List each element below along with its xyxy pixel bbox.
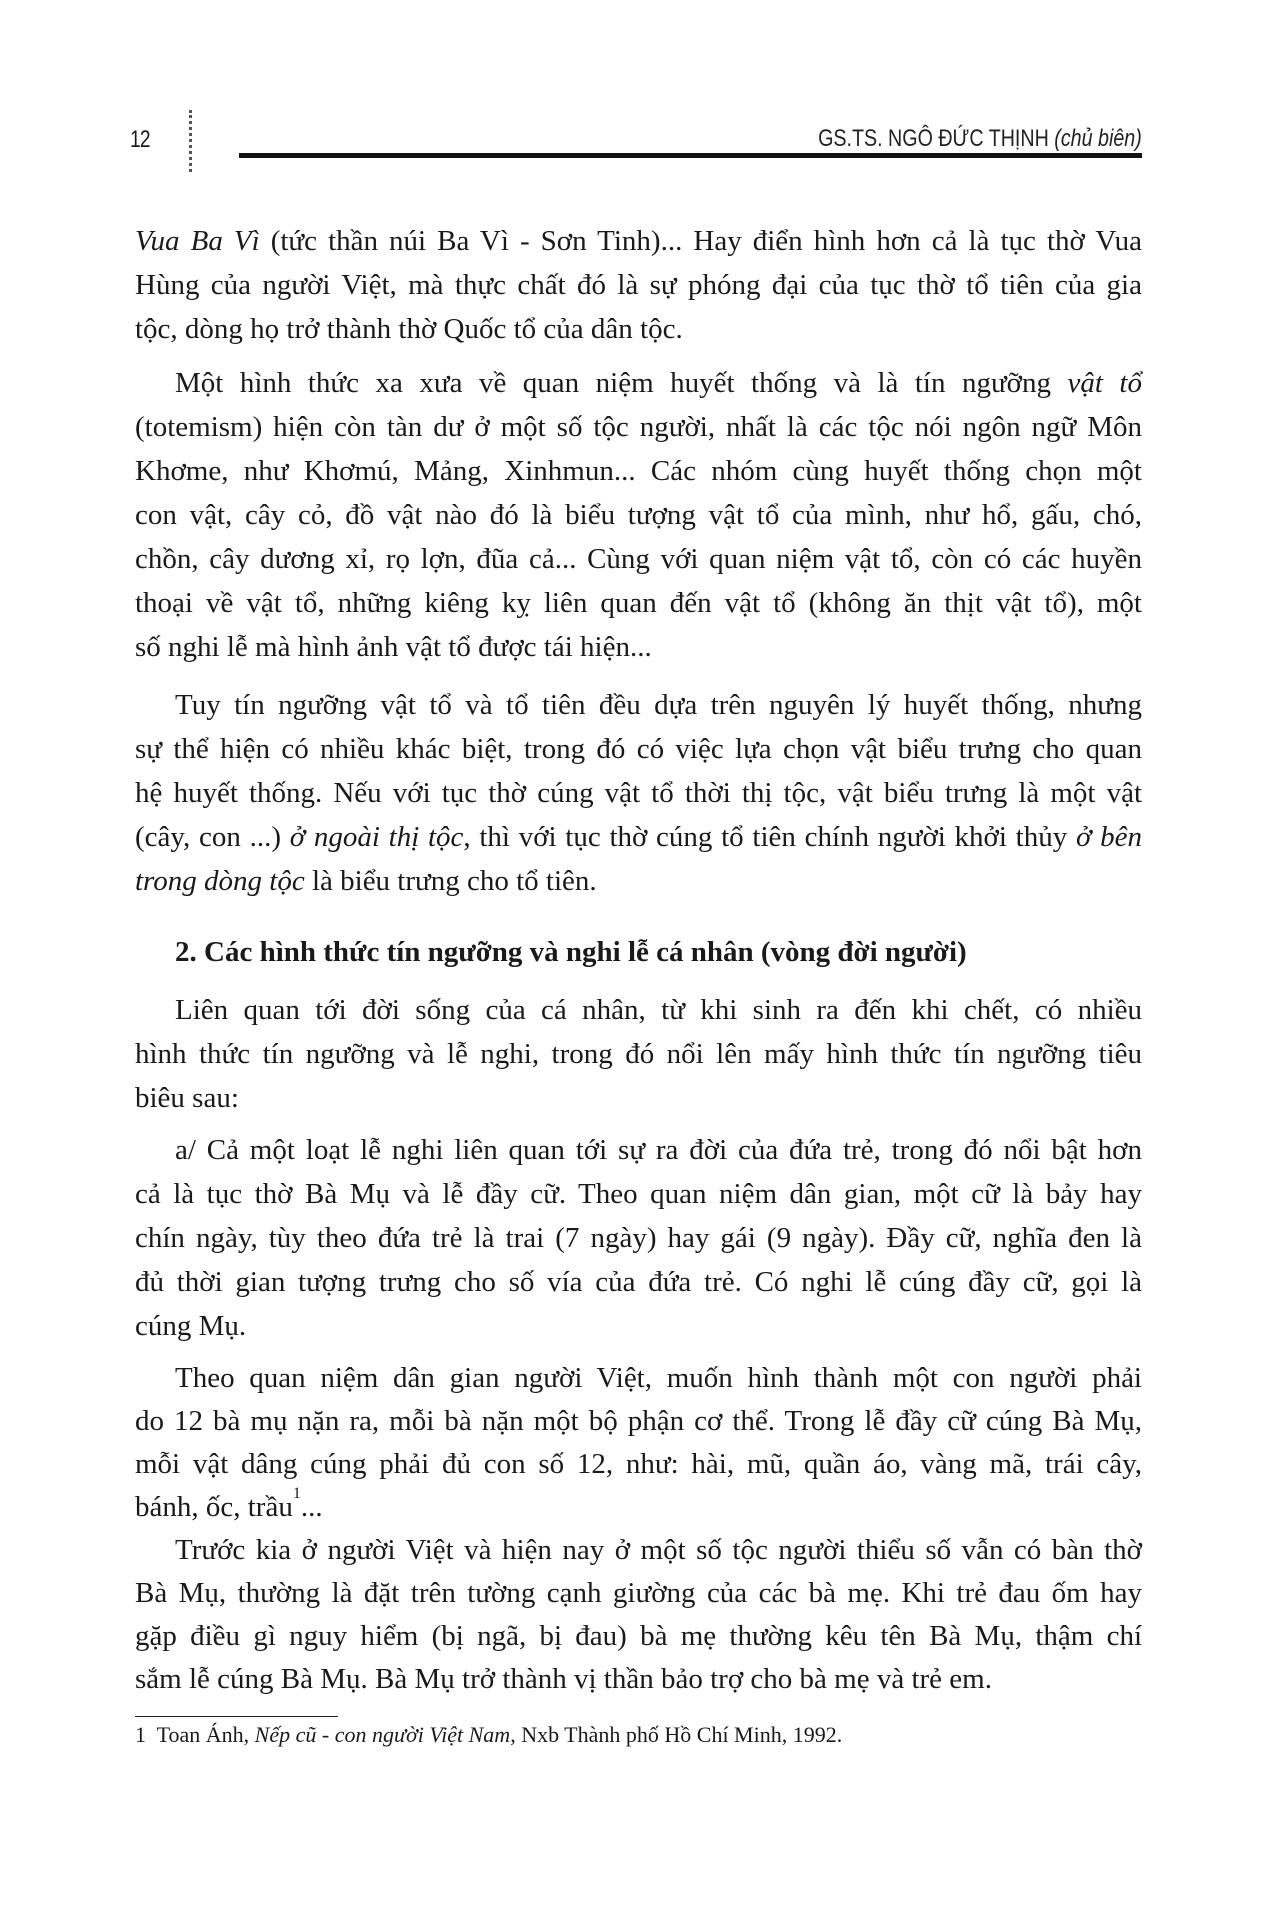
footnote bbox=[135, 1722, 842, 1748]
text-line: mỗi vật dâng cúng phải đủ con số 12, như: hài, mũ, quần áo, vàng mã, trái cây, bbox=[135, 1448, 1142, 1480]
italic-span: vật tổ bbox=[1067, 367, 1142, 399]
text-line: sự thể hiện có nhiều khác biệt, trong đó có việc lựa chọn vật biểu trưng cho quan bbox=[135, 733, 1142, 765]
italic-span: ở ngoài thị tộc bbox=[289, 821, 464, 853]
text-line bbox=[135, 366, 1142, 400]
text-line: a/ Cả một loạt lễ nghi liên quan tới sự ra đời của đứa trẻ, trong đó nổi bật hơn bbox=[175, 1134, 1142, 1166]
text-line: Theo quan niệm dân gian người Việt, muốn hình thành một con người phải bbox=[175, 1362, 1142, 1394]
text-line: thoại về vật tổ, những kiêng kỵ liên quan đến vật tổ (không ăn thịt vật tổ), một bbox=[135, 587, 1142, 619]
text-line: (totemism) hiện còn tàn dư ở một số tộc người, nhất là các tộc nói ngôn ngữ Môn bbox=[135, 411, 1142, 443]
text-line: đủ thời gian tượng trưng cho số vía của đứa trẻ. Có nghi lễ cúng đầy cữ, gọi là bbox=[135, 1266, 1142, 1298]
text-line: Khơme, như Khơmú, Mảng, Xinhmun... Các nhóm cùng huyết thống chọn một bbox=[135, 455, 1142, 487]
text-line: chín ngày, tùy theo đứa trẻ là trai (7 ngày) hay gái (9 ngày). Đầy cữ, nghĩa đen là bbox=[135, 1222, 1142, 1254]
text-line bbox=[135, 820, 1142, 854]
text-line: Liên quan tới đời sống của cá nhân, từ khi sinh ra đến khi chết, có nhiều bbox=[175, 994, 1142, 1026]
text-line: Trước kia ở người Việt và hiện nay ở một số tộc người thiểu số vẫn có bàn thờ bbox=[175, 1534, 1142, 1566]
line-text: là biểu trưng cho tổ tiên. bbox=[304, 865, 597, 897]
text-line: cúng Mụ. bbox=[135, 1310, 247, 1342]
section-heading: 2. Các hình thức tín ngưỡng và nghi lễ cá nhân (vòng đời người) bbox=[175, 936, 967, 968]
text-line: tộc, dòng họ trở thành thờ Quốc tổ của dân tộc. bbox=[135, 313, 683, 345]
italic-span: trong dòng tộc bbox=[135, 865, 305, 897]
text-line: cả là tục thờ Bà Mụ và lễ đầy cữ. Theo quan niệm dân gian, một cữ là bảy hay bbox=[135, 1178, 1142, 1210]
footnote-rule bbox=[135, 1716, 338, 1717]
line-text: Một hình thức xa xưa về quan niệm huyết thống và là tín ngưỡng bbox=[175, 367, 1068, 399]
footnote-author: Toan Ánh, bbox=[156, 1722, 255, 1747]
text-line: Hùng của người Việt, mà thực chất đó là sự phóng đại của tục thờ tổ tiên của gia bbox=[135, 269, 1142, 301]
page-number: 12 bbox=[130, 126, 150, 153]
footnote-number: 1 bbox=[135, 1722, 146, 1747]
text-line bbox=[135, 224, 1142, 258]
text-line: Bà Mụ, thường là đặt trên tường cạnh giường của các bà mẹ. Khi trẻ đau ốm hay bbox=[135, 1577, 1142, 1609]
footnote-title: Nếp cũ - con người Việt Nam bbox=[254, 1722, 511, 1747]
text-line: biêu sau: bbox=[135, 1082, 239, 1114]
footnote-rest: , Nxb Thành phố Hồ Chí Minh, 1992. bbox=[510, 1722, 843, 1747]
italic-span: Vua Ba Vì bbox=[135, 225, 260, 257]
text-line: sắm lễ cúng Bà Mụ. Bà Mụ trở thành vị thần bảo trợ cho bà mẹ và trẻ em. bbox=[135, 1663, 992, 1695]
line-text: ... bbox=[300, 1491, 323, 1523]
running-head bbox=[818, 125, 1142, 153]
text-line: Tuy tín ngưỡng vật tổ và tổ tiên đều dựa trên nguyên lý huyết thống, nhưng bbox=[175, 689, 1142, 721]
running-head-author: GS.TS. NGÔ ĐỨC THỊNH bbox=[818, 125, 1050, 152]
footnote-ref[interactable]: 1 bbox=[292, 1485, 301, 1502]
line-text: (tức thần núi Ba Vì - Sơn Tinh)... Hay điển hình hơn cả là tục thờ Vua bbox=[259, 225, 1142, 257]
text-line bbox=[135, 1485, 1142, 1524]
text-line: hình thức tín ngưỡng và lễ nghi, trong đó nổi lên mấy hình thức tín ngưỡng tiêu bbox=[135, 1038, 1142, 1070]
text-line: số nghi lễ mà hình ảnh vật tổ được tái hiện... bbox=[135, 631, 652, 663]
text-line bbox=[135, 864, 1142, 898]
text-line: hệ huyết thống. Nếu với tục thờ cúng vật tổ thời thị tộc, vật biểu trưng là một vật bbox=[135, 777, 1142, 809]
line-text: (cây, con ...) bbox=[135, 821, 290, 853]
header-dotted-divider bbox=[189, 110, 192, 172]
italic-span: ở bên bbox=[1075, 821, 1142, 853]
header-rule bbox=[239, 153, 1142, 158]
line-text: bánh, ốc, trầu bbox=[135, 1491, 293, 1523]
text-line: do 12 bà mụ nặn ra, mỗi bà nặn một bộ phận cơ thể. Trong lễ đầy cữ cúng Bà Mụ, bbox=[135, 1405, 1142, 1437]
text-line: chồn, cây dương xỉ, rọ lợn, đũa cả... Cùng với quan niệm vật tổ, còn có các huyền bbox=[135, 543, 1142, 575]
running-head-role: (chủ biên) bbox=[1054, 125, 1142, 152]
text-line: gặp điều gì nguy hiểm (bị ngã, bị đau) bà mẹ thường kêu tên Bà Mụ, thậm chí bbox=[135, 1620, 1142, 1652]
text-line: con vật, cây cỏ, đồ vật nào đó là biểu tượng vật tổ của mình, như hổ, gấu, chó, bbox=[135, 499, 1142, 531]
line-text: , thì với tục thờ cúng tổ tiên chính người khởi thủy bbox=[463, 821, 1076, 853]
